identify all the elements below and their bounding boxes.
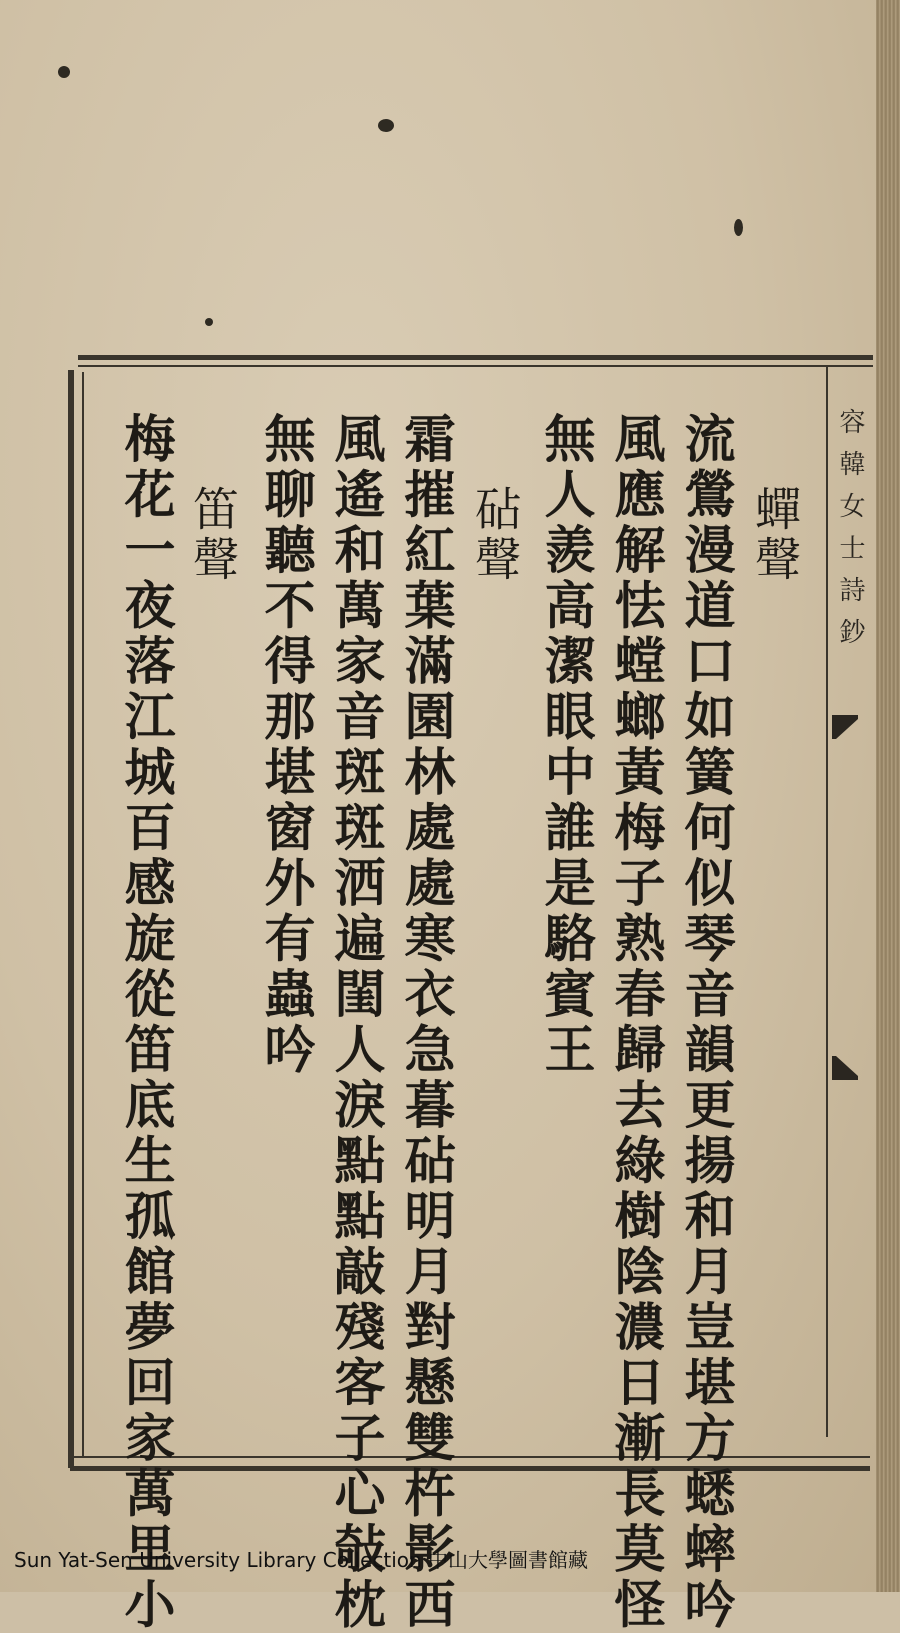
poem-title-cicada: 蟬聲: [748, 485, 802, 585]
fishtail-mark-lower: [832, 1056, 858, 1080]
poem-line: 風遙和萬家音斑斑洒遍閨人淚點點敲殘客子心敧枕: [325, 412, 385, 1633]
frame-border-bottom-inner: [70, 1456, 870, 1458]
book-title-margin: 容韓女士詩鈔: [835, 408, 865, 660]
poem-line: 梅花一夜落江城百感旋從笛底生孤館夢回家萬里小: [115, 412, 175, 1633]
poem-title-flute: 笛聲: [186, 485, 240, 585]
poem-line: 無聊聽不得那堪窗外有蟲吟: [255, 412, 315, 1078]
poem-line: 無人羨高潔眼中誰是駱賓王: [535, 412, 595, 1078]
frame-border-top: [78, 355, 873, 360]
page-edge: [876, 0, 900, 1592]
frame-border-right: [826, 367, 828, 1437]
poem-title-anvil: 砧聲: [468, 485, 522, 585]
frame-border-left: [68, 370, 74, 1468]
poem-line: 霜摧紅葉滿園林處處寒衣急暮砧明月對懸雙杵影西: [395, 412, 455, 1633]
frame-border-bottom: [70, 1466, 870, 1471]
library-collection-caption: Sun Yat-Sen University Library Collection 中山大學圖書館藏: [14, 1548, 589, 1572]
frame-border-left-inner: [82, 372, 84, 1458]
poem-line: 流鶯漫道口如簧何似琴音韻更揚和月豈堪方蟋蟀吟: [675, 412, 735, 1633]
poem-line: 風應解怯螳螂黃梅子熟春歸去綠樹陰濃日漸長莫怪: [605, 412, 665, 1633]
ink-spot: [58, 66, 70, 78]
frame-border-top-inner: [78, 365, 873, 367]
ink-spot: [378, 119, 394, 132]
ink-spot: [734, 219, 743, 236]
ink-spot: [205, 318, 213, 326]
fishtail-mark-upper: [832, 715, 858, 739]
